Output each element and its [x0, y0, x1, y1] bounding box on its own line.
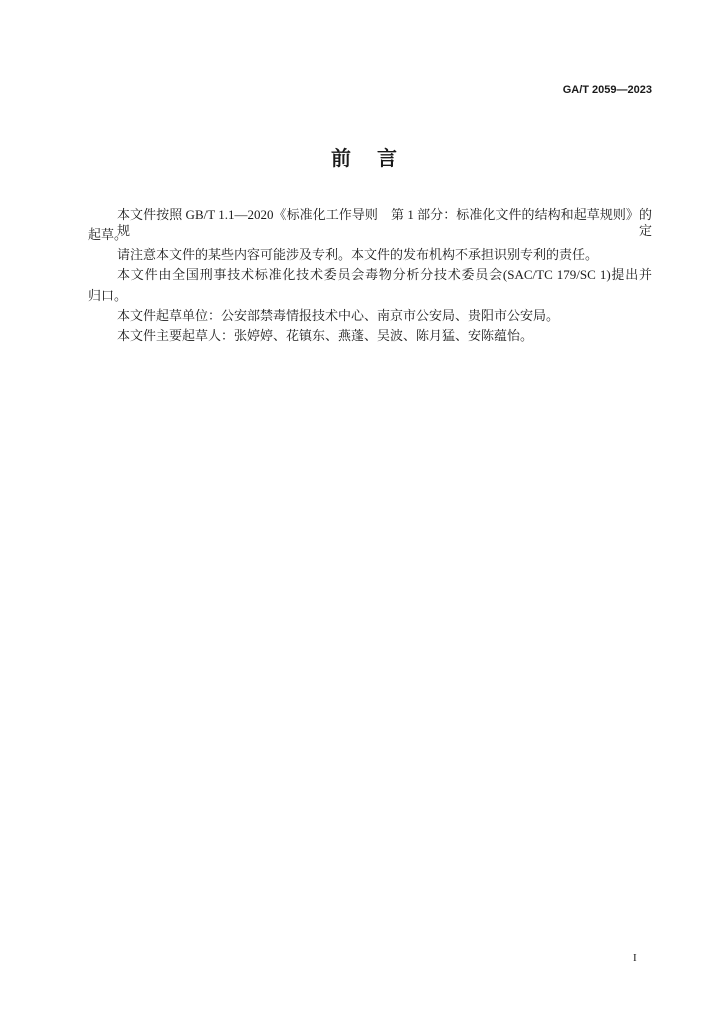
paragraph-line: 本文件按照 GB/T 1.1—2020《标准化工作导则 第 1 部分：标准化文件的结构和起草规则》的规定 — [117, 207, 652, 238]
paragraph-line: 归口。 — [88, 288, 128, 303]
paragraph-line: 起草。 — [88, 227, 128, 242]
paragraph-line: 本文件主要起草人：张婷婷、花镇东、燕蓬、吴波、陈月猛、安陈蕴怡。 — [117, 328, 534, 343]
page-title: 前言 — [331, 146, 423, 170]
paragraph-line: 本文件起草单位：公安部禁毒情报技术中心、南京市公安局、贵阳市公安局。 — [117, 308, 560, 323]
standard-code: GA/T 2059—2023 — [562, 84, 652, 96]
page-number: I — [633, 952, 637, 964]
paragraph-line: 请注意本文件的某些内容可能涉及专利。本文件的发布机构不承担识别专利的责任。 — [117, 247, 599, 262]
paragraph-line: 本文件由全国刑事技术标准化技术委员会毒物分析分技术委员会(SAC/TC 179/SC 1)提出并 — [117, 267, 652, 282]
